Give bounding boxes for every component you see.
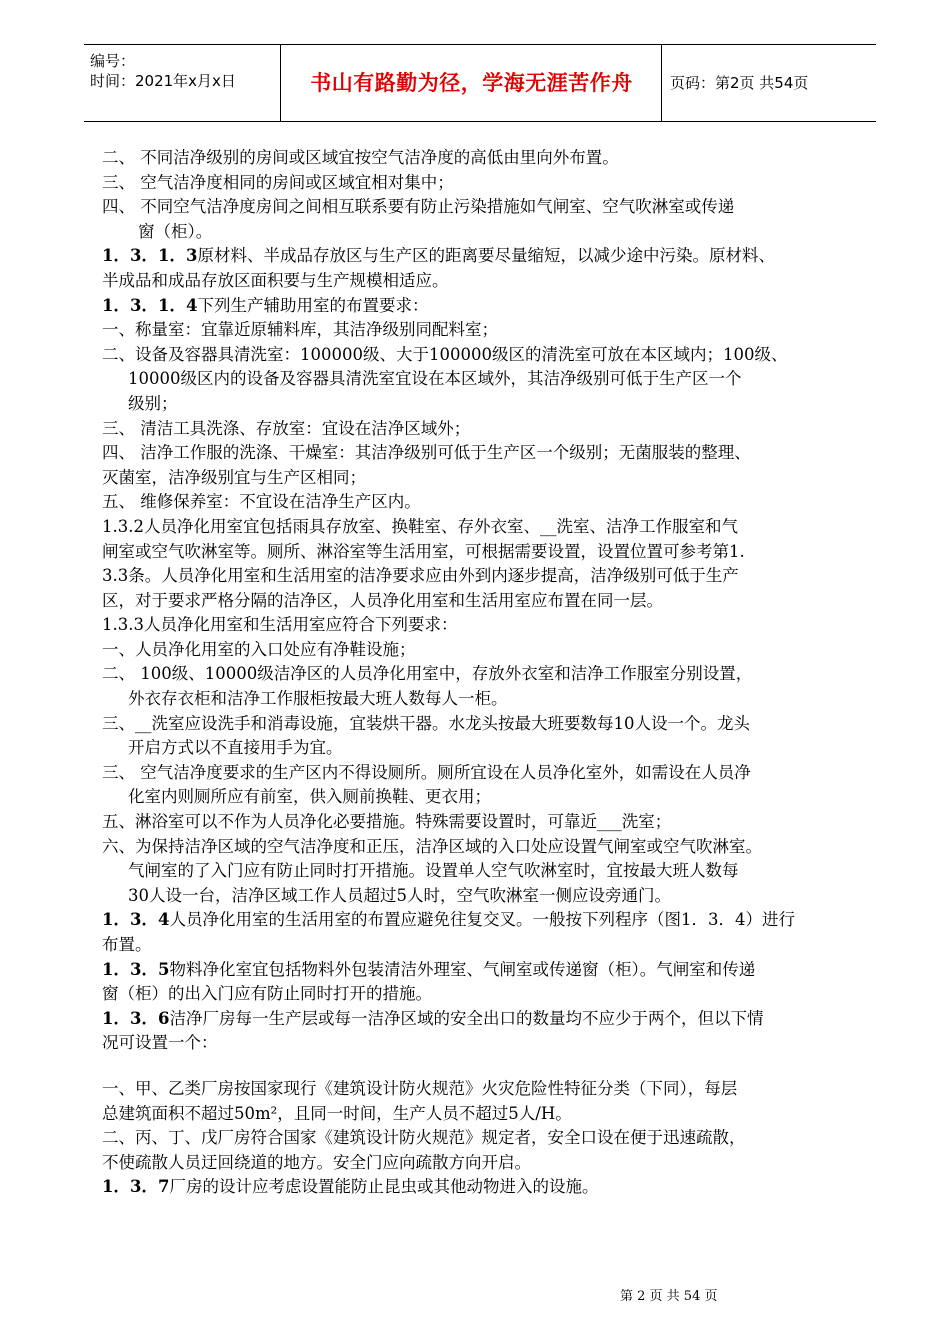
text-line (102, 1077, 872, 1102)
line-text: 二、 不同洁净级别的房间或区域宜按空气洁净度的高低由里向外布置。 (102, 148, 619, 167)
line-text: 二、设备及容器具清洗室：100000级、大于100000级区的清洗室可放在本区域内；100级、 (102, 344, 788, 364)
line-text: 人员净化用室的生活用室的布置应避免往复交叉。一般按下列程序（图1．3．4）进行 (169, 910, 795, 930)
text-line (102, 638, 872, 663)
line-text: 外衣存衣柜和洁净工作服柜按最大班人数每人一柜。 (128, 689, 508, 709)
line-text: 1.3.2人员净化用室宜包括雨具存放室、换鞋室、存外衣室、__洗室、洁净工作服室和气 (102, 516, 738, 536)
text-line (102, 318, 872, 343)
line-text: 二、丙、丁、戊厂房符合国家《建筑设计防火规范》规定者，安全口设在便于迅速疏散， (102, 1128, 746, 1148)
text-line (102, 244, 872, 269)
text-line (102, 1175, 872, 1200)
paragraph-gap (102, 1056, 872, 1077)
line-text: 不使疏散人员迂回绕道的地方。安全门应向疏散方向开启。 (102, 1152, 531, 1172)
line-text: 一、称量室：宜靠近原辅料库，其洁净级别同配料室； (102, 320, 498, 340)
line-text: 况可设置一个： (102, 1033, 218, 1053)
text-line (102, 269, 872, 294)
line-text: 三、 空气洁净度要求的生产区内不得设厕所。厕所宜设在人员净化室外，如需设在人员净 (102, 762, 751, 782)
text-line (102, 466, 872, 491)
line-text: 30人设一台，洁净区域工作人员超过5人时，空气吹淋室一侧应设旁通门。 (128, 885, 671, 905)
section-number: 1．3．5 (102, 959, 170, 979)
section-number: 1．3．6 (102, 1008, 170, 1028)
line-text: 四、 不同空气洁净度房间之间相互联系要有防止污染措施如气闸室、空气吹淋室或传递 (102, 197, 735, 217)
text-line (102, 589, 872, 614)
line-text: 区，对于要求严格分隔的洁净区，人员净化用室和生活用室应布置在同一层。 (102, 590, 663, 610)
text-line (102, 1007, 872, 1032)
text-line (102, 417, 872, 442)
text-line (102, 171, 872, 196)
time-label: 时间：2021年x月x日 (90, 72, 236, 90)
line-text: 原材料、半成品存放区与生产区的距离要尽量缩短，以减少途中污染。原材料、 (197, 246, 775, 266)
line-text: 1.3.3人员净化用室和生活用室应符合下列要求： (102, 615, 458, 635)
header-page-info: 页码：第2页 共54页 (670, 74, 809, 92)
line-text: 五、 维修保养室：不宜设在洁净生产区内。 (102, 492, 421, 512)
text-line (102, 195, 872, 220)
document-body (102, 146, 872, 1200)
section-number: 1．3．1．4 (102, 295, 198, 315)
line-text: 六、为保持洁净区域的空气洁净度和正压，洁净区域的入口处应设置气闸室或空气吹淋室。 (102, 836, 762, 856)
text-line (102, 564, 872, 589)
line-text: 窗（柜）的出入门应有防止同时打开的措施。 (102, 984, 432, 1004)
text-line (102, 958, 872, 983)
line-text: 3.3条。人员净化用室和生活用室的洁净要求应由外到内逐步提高，洁净级别可低于生产 (102, 566, 739, 586)
line-text: 窗（柜）。 (138, 221, 213, 241)
text-line (102, 884, 872, 909)
text-line (102, 761, 872, 786)
line-text: 三、__洗室应设洗手和消毒设施，宜装烘干器。水龙头按最大班要数每10人设一个。龙头 (102, 713, 750, 733)
text-line (102, 835, 872, 860)
text-line (102, 343, 872, 368)
text-line (102, 736, 872, 761)
text-line (102, 933, 872, 958)
text-line (102, 367, 872, 392)
line-text: 下列生产辅助用室的布置要求： (197, 295, 429, 315)
line-text: 布置。 (102, 935, 152, 954)
text-line (102, 540, 872, 565)
section-number: 1．3．1．3 (102, 246, 198, 266)
line-text: 一、甲、乙类厂房按国家现行《建筑设计防火规范》火灾危险性特征分类（下同），每层 (102, 1078, 738, 1098)
section-number: 1．3．7 (102, 1177, 170, 1197)
line-text: 四、 洁净工作服的洗涤、干燥室：其洁净级别可低于生产区一个级别；无菌服装的整理、 (102, 443, 751, 463)
text-line (102, 662, 872, 687)
header-divider (661, 45, 662, 121)
line-text: 物料净化室宜包括物料外包装清洁外理室、气闸室或传递窗（柜）。气闸室和传递 (169, 959, 756, 979)
text-line (102, 982, 872, 1007)
number-label: 编号： (90, 52, 136, 70)
line-text: 气闸室的了入门应有防止同时打开措施。设置单人空气吹淋室时，宜按最大班人数每 (128, 861, 739, 881)
text-line (102, 392, 872, 417)
page-footer: 第 2 页 共 54 页 (620, 1289, 718, 1304)
header-divider (280, 45, 281, 121)
line-text: 洁净厂房每一生产层或每一洁净区域的安全出口的数量均不应少于两个，但以下情 (169, 1008, 764, 1028)
text-line (102, 1151, 872, 1176)
text-line (102, 613, 872, 638)
header-motto: 书山有路勤为径，学海无涯苦作舟 (310, 71, 633, 95)
line-text: 二、 100级、10000级洁净区的人员净化用室中，存放外衣室和洁净工作服室分别设置， (102, 664, 753, 684)
line-text: 半成品和成品存放区面积要与生产规模相适应。 (102, 270, 449, 290)
text-line (102, 220, 872, 245)
line-text: 三、 空气洁净度相同的房间或区域宜相对集中； (102, 172, 454, 192)
text-line (102, 1126, 872, 1151)
line-text: 厂房的设计应考虑设置能防止昆虫或其他动物进入的设施。 (169, 1177, 599, 1197)
text-line (102, 859, 872, 884)
line-text: 级别； (128, 393, 178, 413)
text-line (102, 146, 872, 171)
text-line (102, 785, 872, 810)
text-line (102, 490, 872, 515)
line-text: 闸室或空气吹淋室等。厕所、淋浴室等生活用室，可根据需要设置，设置位置可参考第1. (102, 541, 745, 561)
line-text: 一、人员净化用室的入口处应有净鞋设施； (102, 639, 416, 659)
text-line (102, 515, 872, 540)
line-text: 总建筑面积不超过50m²，且同一时间，生产人员不超过5人/H。 (102, 1103, 572, 1123)
text-line (102, 712, 872, 737)
line-text: 10000级区内的设备及容器具清洗室宜设在本区域外，其洁净级别可低于生产区一个 (128, 369, 742, 389)
header-meta (90, 51, 236, 91)
text-line (102, 441, 872, 466)
page-header (84, 44, 876, 122)
line-text: 化室内则厕所应有前室，供入厕前换鞋、更衣用； (128, 787, 491, 807)
line-text: 三、 清洁工具洗涤、存放室：宜设在洁净区域外； (102, 418, 471, 438)
text-line (102, 294, 872, 319)
text-line (102, 687, 872, 712)
line-text: 灭菌室，洁净级别宜与生产区相同； (102, 467, 366, 487)
text-line (102, 908, 872, 933)
line-text: 开启方式以不直接用手为宜。 (128, 738, 343, 758)
section-number: 1．3．4 (102, 910, 170, 930)
text-line (102, 810, 872, 835)
text-line (102, 1031, 872, 1056)
text-line (102, 1102, 872, 1127)
line-text: 五、淋浴室可以不作为人员净化必要措施。特殊需要设置时，可靠近___洗室； (102, 812, 672, 832)
